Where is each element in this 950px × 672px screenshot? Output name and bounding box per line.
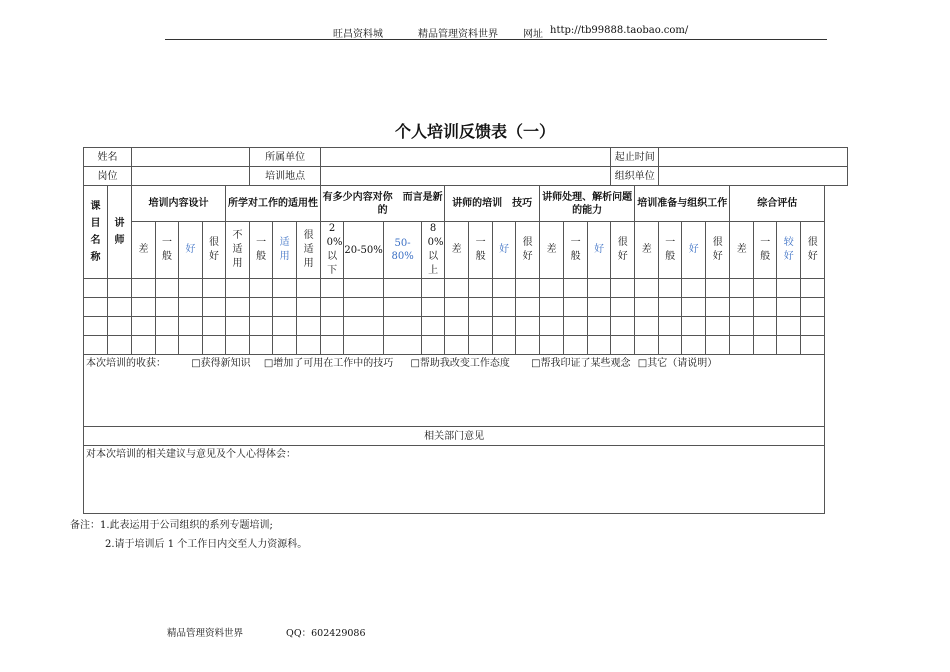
header-prep: 培训准备与组织工作 [635,186,730,222]
footer-world: 精品管理资料世界 [167,628,244,639]
rating-very-good: 很好 [203,222,226,279]
rating-50-80: 50-80% [384,222,422,279]
rating-good: 好 [493,222,516,279]
rating-very-applicable: 很适用 [297,222,321,279]
rating-fair: 一般 [754,222,777,279]
gain-option-skills[interactable]: □增加了可用在工作中的技巧 [263,358,394,369]
rating-poor: 差 [132,222,156,279]
gains-cell [84,355,825,427]
rating-very-good: 很好 [611,222,635,279]
rating-not-applicable: 不适用 [226,222,250,279]
gain-option-new-knowledge[interactable]: □获得新知识 [191,358,251,369]
gain-option-other[interactable]: □其它（请说明） [637,358,718,369]
gain-option-attitude[interactable]: □帮助我改变工作态度 [410,358,510,369]
gains-label: 本次培训的收获： [86,358,166,369]
rating-poor: 差 [635,222,659,279]
header-site-label: 网址 [523,29,543,40]
suggestions-cell[interactable] [84,446,825,514]
rating-poor: 差 [540,222,564,279]
suggestions-label: 对本次培训的相关建议与意见及个人心得体会： [86,449,296,460]
field-period[interactable] [659,148,848,167]
table-row[interactable] [84,317,848,336]
rating-good: 好 [588,222,611,279]
label-location: 培训地点 [250,167,321,186]
rating-fair: 一般 [156,222,179,279]
header-content: 培训内容设计 [132,186,226,222]
header-skill: 讲师的培训 技巧 [445,186,540,222]
rating-very-good: 很好 [516,222,540,279]
header-world: 精品管理资料世界 [418,29,498,40]
rating-good: 好 [682,222,706,279]
rating-very-good: 很好 [706,222,730,279]
rating-good: 好 [179,222,203,279]
table-row[interactable] [84,279,848,298]
rating-header-row [84,222,848,279]
info-row-1 [84,148,848,167]
dept-opinion-label: 相关部门意见 [84,427,825,446]
gains-row [84,355,848,427]
label-position: 岗位 [84,167,132,186]
field-unit[interactable] [321,148,611,167]
field-location[interactable] [321,167,611,186]
header-applicable: 所学对工作的适用性 [226,186,321,222]
rating-poor: 差 [730,222,754,279]
header-course: 课目名称 [84,186,108,279]
dept-opinion-row [84,427,848,446]
header-overall: 综合评估 [730,186,825,222]
rating-20-50: 20-50% [344,222,384,279]
gain-option-concepts[interactable]: □帮我印证了某些观念 [531,358,631,369]
header-shop: 旺昌资料城 [333,29,383,40]
header-site-url: http://tb99888.taobao.com/ [550,25,689,36]
field-position[interactable] [132,167,250,186]
rating-fair: 一般 [250,222,273,279]
rating-fair: 一般 [564,222,588,279]
page-footer [167,625,406,639]
rating-very-good: 很好 [801,222,825,279]
footer-qq: QQ：602429086 [286,628,366,639]
rating-better: 较好 [777,222,801,279]
page-header [165,24,827,40]
rating-under-20: 20%以下 [321,222,344,279]
label-unit: 所属单位 [250,148,321,167]
form-title: 个人培训反馈表（一） [394,122,555,141]
table-row[interactable] [84,336,848,355]
header-newness: 有多少内容对你 而言是新的 [321,186,445,222]
label-org-unit: 组织单位 [611,167,659,186]
field-name[interactable] [132,148,250,167]
label-period: 起止时间 [611,148,659,167]
rating-poor: 差 [445,222,469,279]
rating-fair: 一般 [469,222,493,279]
note-text-1: 1.此表运用于公司组织的系列专题培训; [100,520,273,531]
field-org-unit[interactable] [659,167,848,186]
suggestions-row [84,446,848,514]
note-prefix: 备注： [70,520,100,531]
rating-over-80: 80%以上 [422,222,445,279]
category-header-row [84,186,848,222]
note-line-1 [70,516,273,531]
table-row[interactable] [84,298,848,317]
note-line-2: 2.请于培训后 1 个工作日内交至人力资源科。 [105,539,308,550]
header-teacher: 讲师 [108,186,132,279]
rating-fair: 一般 [659,222,682,279]
info-row-2 [84,167,848,186]
feedback-form-table [83,147,848,514]
label-name: 姓名 [84,148,132,167]
header-handling: 讲师处理、解析问题的能力 [540,186,635,222]
rating-applicable: 适用 [273,222,297,279]
